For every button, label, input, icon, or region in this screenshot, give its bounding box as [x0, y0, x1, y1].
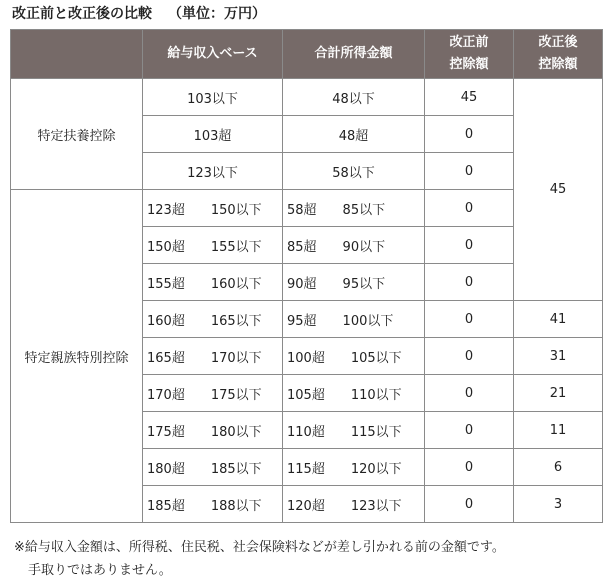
header-total-income: 合計所得金額 [283, 30, 425, 79]
total-income-cell: 100超 105以下 [283, 338, 425, 375]
income-cell: 150超 155以下 [143, 227, 283, 264]
after-cell: 3 [514, 486, 603, 523]
after-cell: 41 [514, 301, 603, 338]
income-cell: 165超 170以下 [143, 338, 283, 375]
header-category [11, 30, 143, 79]
total-income-cell: 58超 85以下 [283, 190, 425, 227]
after-cell: 31 [514, 338, 603, 375]
unit-label: （単位：万円） [168, 6, 266, 22]
before-cell: 0 [425, 486, 514, 523]
before-cell: 0 [425, 227, 514, 264]
after-cell: 21 [514, 375, 603, 412]
category-fuyou: 特定扶養控除 [11, 79, 143, 190]
total-income-cell: 120超 123以下 [283, 486, 425, 523]
category-shinzoku: 特定親族特別控除 [11, 190, 143, 523]
income-cell: 185超 188以下 [143, 486, 283, 523]
income-cell: 103超 [143, 116, 283, 153]
header-income-base: 給与収入ベース [143, 30, 283, 79]
footnote-line-1: ※給与収入金額は、所得税、住民税、社会保険料などが差し引かれる前の金額です。 [14, 540, 505, 555]
page-title [12, 4, 266, 24]
before-cell: 0 [425, 301, 514, 338]
footnote [14, 536, 604, 582]
income-cell: 180超 185以下 [143, 449, 283, 486]
comparison-table [10, 29, 603, 523]
before-cell: 0 [425, 153, 514, 190]
total-income-cell: 110超 115以下 [283, 412, 425, 449]
before-cell: 0 [425, 375, 514, 412]
header-row [11, 30, 603, 79]
before-cell: 0 [425, 412, 514, 449]
before-cell: 45 [425, 79, 514, 116]
header-after: 改正後 控除額 [514, 30, 603, 79]
header-before: 改正前 控除額 [425, 30, 514, 79]
total-income-cell: 48以下 [283, 79, 425, 116]
income-cell: 170超 175以下 [143, 375, 283, 412]
total-income-cell: 90超 95以下 [283, 264, 425, 301]
total-income-cell: 85超 90以下 [283, 227, 425, 264]
title-text: 改正前と改正後の比較 [12, 6, 152, 22]
total-income-cell: 48超 [283, 116, 425, 153]
income-cell: 175超 180以下 [143, 412, 283, 449]
income-cell: 123以下 [143, 153, 283, 190]
before-cell: 0 [425, 264, 514, 301]
income-cell: 103以下 [143, 79, 283, 116]
table-row [11, 79, 603, 116]
income-cell: 155超 160以下 [143, 264, 283, 301]
income-cell: 123超 150以下 [143, 190, 283, 227]
after-cell: 6 [514, 449, 603, 486]
before-cell: 0 [425, 449, 514, 486]
before-cell: 0 [425, 338, 514, 375]
income-cell: 160超 165以下 [143, 301, 283, 338]
total-income-cell: 58以下 [283, 153, 425, 190]
total-income-cell: 95超 100以下 [283, 301, 425, 338]
before-cell: 0 [425, 190, 514, 227]
total-income-cell: 105超 110以下 [283, 375, 425, 412]
footnote-line-2: 手取りではありません。 [28, 563, 172, 578]
total-income-cell: 115超 120以下 [283, 449, 425, 486]
before-cell: 0 [425, 116, 514, 153]
after-cell: 11 [514, 412, 603, 449]
after-merged-cell: 45 [514, 79, 603, 301]
